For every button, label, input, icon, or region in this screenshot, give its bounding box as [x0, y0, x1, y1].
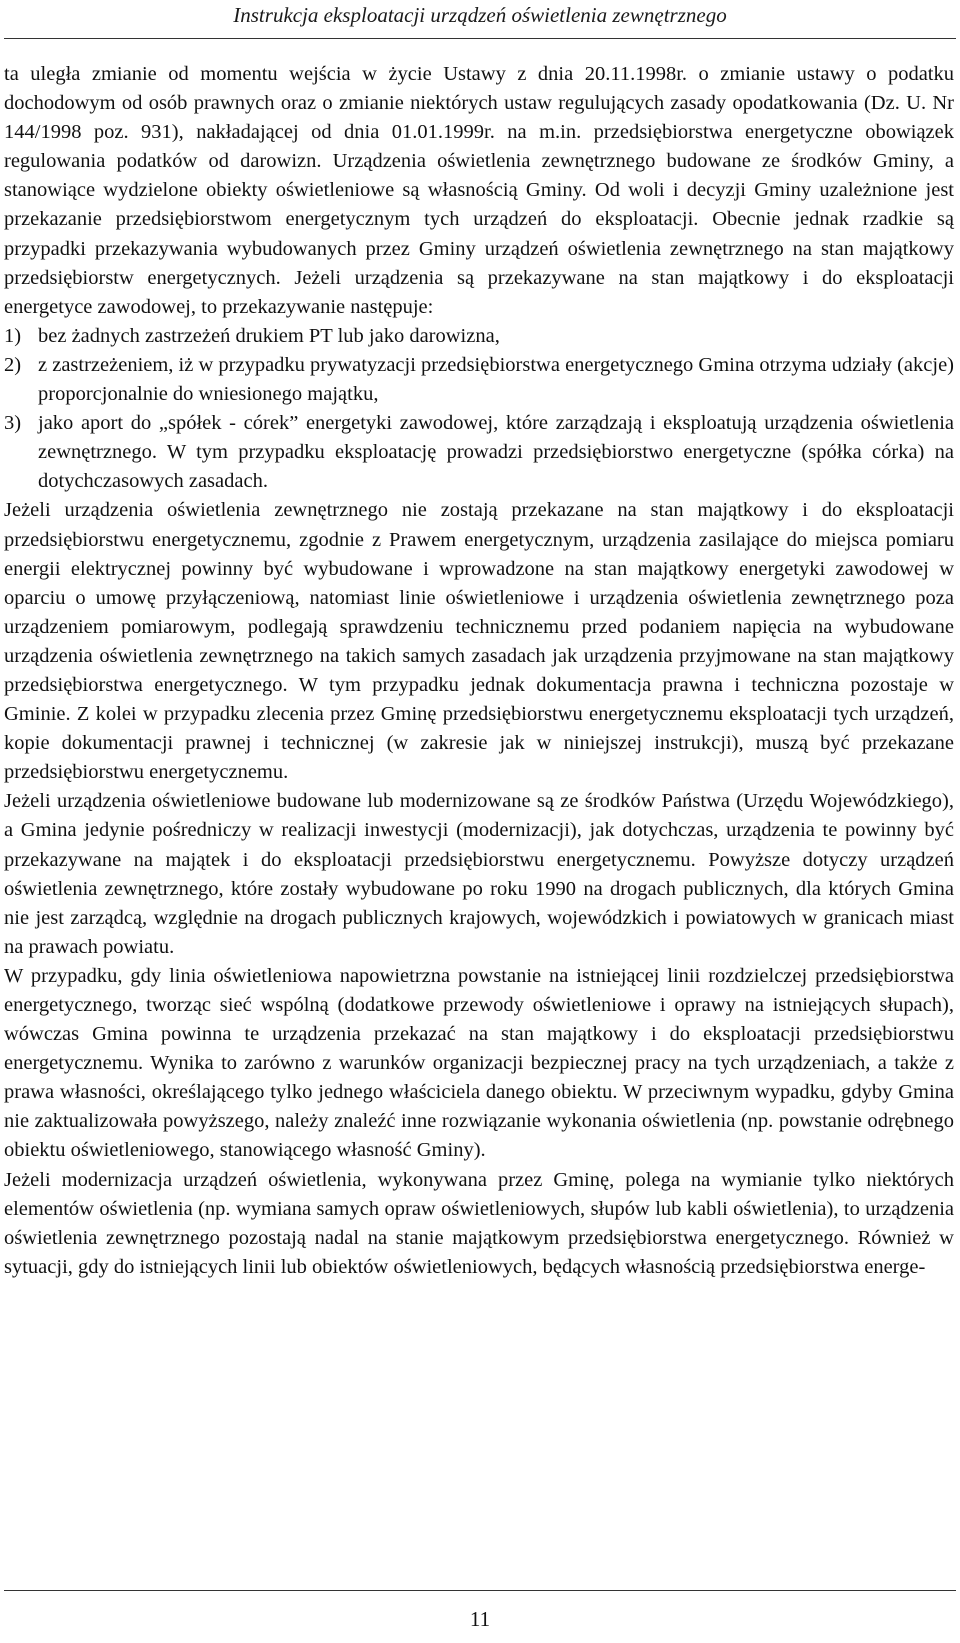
page-header [0, 0, 960, 46]
paragraph-4: W przypadku, gdy linia oświetleniowa napowietrzna powstanie na istniejącej linii rozdzielczej przedsiębiorstwa energetycznego, tworząc sieć wspólną (dodatkowe przewody oświetleniowe i oprawy na istniejących słupach), wówczas Gmina powinna te urządzenia przekazać na stan majątkowy i do eksploatacji przedsiębiorstwu energetycznemu. Wynika to zarówno z warunków organizacji bezpiecznej pracy na tych urządzeniach, a także z prawa własności, określającego tylko jednego właściciela danego obiektu. W przeciwnym wypadku, gdyby Gmina nie zaktualizowała powyższego, należy znaleźć inne rozwiązanie wykonania oświetlenia (np. powstanie odrębnego obiektu oświetleniowego, stanowiącego własność Gminy). [4, 964, 954, 1162]
paragraph-5: Jeżeli modernizacja urządzeń oświetlenia, wykonywana przez Gminę, polega na wymianie tylko niektórych elementów oświetlenia (np. wymiana samych opraw oświetleniowych, słupów lub kabli oświetlenia), to urządzenia oświetlenia zewnętrznego pozostają nadal na stanie majątkowym przedsiębiorstwa energetycznego. Również w sytuacji, gdy do istniejących linii lub obiektów oświetleniowych, będących własnością przedsiębiorstwa energe- [4, 1168, 954, 1278]
header-divider [4, 38, 956, 39]
list-item-text: jako aport do „spółek - córek” energetyki zawodowej, które zarządzają i eksploatują urządzenia oświetlenia zewnętrznego. W tym przypadku eksploatację prowadzi przedsiębiorstwo energetyczne (spółka córka) na dotychczasowych zasadach. [38, 412, 954, 493]
list-item-2 [4, 351, 954, 409]
page-number: 11 [469, 1607, 491, 1631]
paragraph-1: ta uległa zmianie od momentu wejścia w życie Ustawy z dnia 20.11.1998r. o zmianie ustawy o podatku dochodowym od osób prawnych oraz o zmianie niektórych ustaw regulujących zasady opodatkowania (Dz. U. Nr 144/1998 poz. 931), nakładającej od dnia 01.01.1999r. na m.in. przedsiębiorstwa energetyczne obowiązek regulowania podatków od darowizn. Urządzenia oświetlenia zewnętrznego budowane ze środków Gminy, a stanowiące wydzielone obiekty oświetleniowe są własnością Gminy. Od woli i decyzji Gminy uzależnione jest przekazanie przedsiębiorstwom energetycznym tych urządzeń do eksploatacji. Obecnie jednak rzadkie są przypadki przekazywania wybudowanych przez Gminy urządzeń oświetlenia zewnętrznego na stan majątkowy przedsiębiorstw energetycznych. Jeżeli urządzenia są przekazywane na stan majątkowy i do eksploatacji energetyce zawodowej, to przekazywanie następuje: [4, 63, 954, 318]
document-body [4, 60, 954, 1282]
list-item-3 [4, 409, 954, 496]
document-title: Instrukcja eksploatacji urządzeń oświetlenia zewnętrznego [233, 3, 727, 27]
paragraph-2: Jeżeli urządzenia oświetlenia zewnętrznego nie zostają przekazane na stan majątkowy i do eksploatacji przedsiębiorstwu energetycznemu, zgodnie z Prawem energetycznym, urządzenia zasilające do miejsca pomiaru energii elektrycznej powinny być wybudowane i wprowadzone na stan majątkowy energetyki zawodowej w oparciu o umowę przyłączeniową, natomiast linie oświetleniowe i urządzenia oświetlenia zewnętrznego poza urządzeniem pomiarowym, podlegają sprawdzeniu technicznemu przed podaniem napięcia na wybudowane urządzenia oświetlenia zewnętrznego na takich samych zasadach jak urządzenia przyjmowane na stan majątkowy przedsiębiorstwa energetycznego. W tym przypadku jednak dokumentacja prawna i techniczna pozostaje w Gminie. Z kolei w przypadku zlecenia przez Gminę przedsiębiorstwu energetycznemu eksploatacji tych urządzeń, kopie dokumentacji prawnej i technicznej (w zakresie jak w niniejszej instrukcji), muszą być przekazane przedsiębiorstwu energetycznemu. [4, 499, 954, 784]
list-item-number: 1) [4, 324, 22, 347]
footer-divider [4, 1590, 956, 1591]
paragraph-3: Jeżeli urządzenia oświetleniowe budowane lub modernizowane są ze środków Państwa (Urzędu Wojewódzkiego), a Gmina jedynie pośredniczy w realizacji inwestycji (modernizacji), jak dotychczas, urządzenia te powinny być przekazywane na majątek i do eksploatacji przedsiębiorstwu energetycznemu. Powyższe dotyczy urządzeń oświetlenia zewnętrznego, które zostały wybudowane po roku 1990 na drogach publicznych, dla których Gmina nie jest zarządcą, względnie na drogach publicznych krajowych, wojewódzkich i powiatowych w granicach miast na prawach powiatu. [4, 790, 954, 958]
list-item-text: bez żadnych zastrzeżeń drukiem PT lub jako darowizna, [38, 324, 500, 347]
list-item-number: 2) [4, 353, 22, 376]
transfer-methods-list [4, 322, 954, 497]
list-item-number: 3) [4, 412, 22, 435]
list-item-text: z zastrzeżeniem, iż w przypadku prywatyzacji przedsiębiorstwa energetycznego Gmina otrzyma udziały (akcje) proporcjonalnie do wniesionego majątku, [38, 353, 955, 406]
list-item-1 [4, 322, 954, 351]
